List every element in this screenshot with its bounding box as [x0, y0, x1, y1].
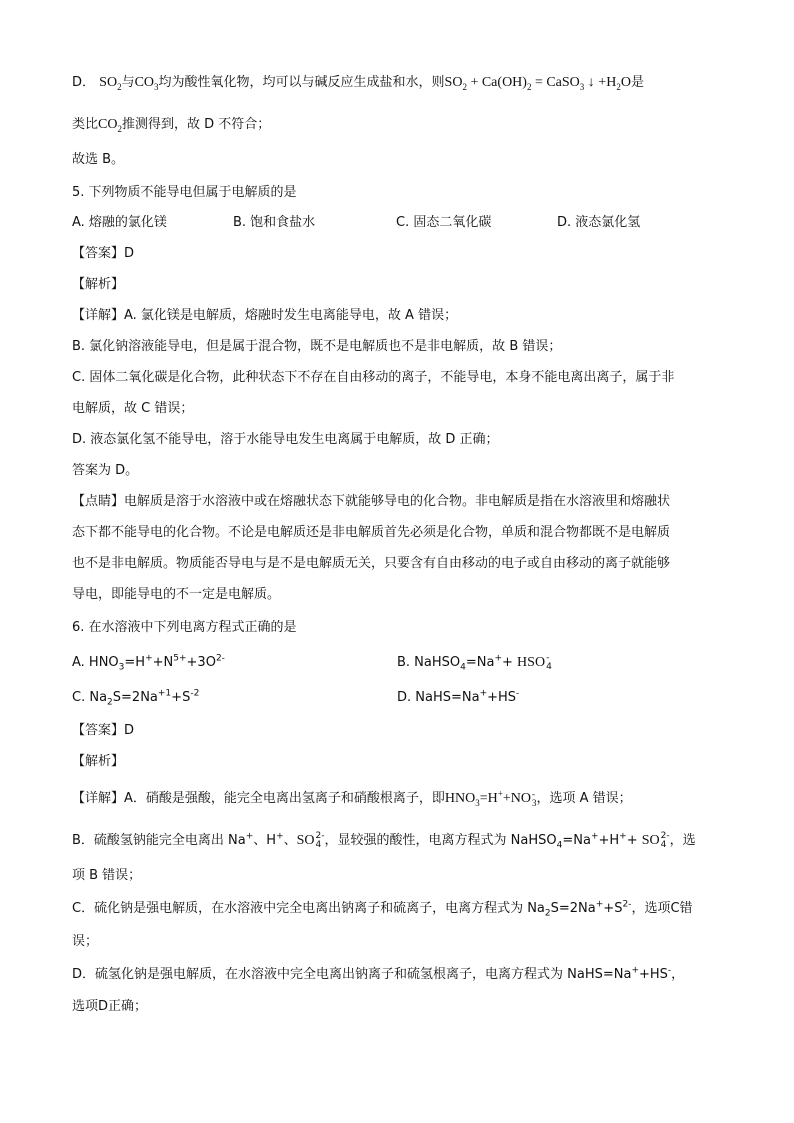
q5-stem: 5. 下列物质不能导电但属于电解质的是: [72, 185, 297, 200]
q6-stem: 6. 在水溶液中下列电离方程式正确的是: [72, 620, 297, 635]
q5-option-c: C. 固态二氧化碳: [396, 215, 492, 230]
q5-detail-line: 答案为 D。: [72, 463, 139, 478]
q6-option-c: C. $Na_2S=2Na^{+1}+S^{-2}$: [72, 688, 200, 708]
q5-note-line: 态下都不能导电的化合物。不论是电解质还是非电解质首先必须是化合物，单质和混合物都既不是电解质: [72, 525, 671, 540]
q6-answer: 【答案】D: [72, 723, 135, 738]
option-prefix: D．: [72, 75, 96, 90]
formula-so2: $SO_2$: [99, 75, 122, 92]
formula-co3: $CO_3$: [134, 75, 159, 92]
q5-note-line: 导电，即能导电的不一定是电解质。: [72, 587, 281, 602]
q5-detail-line: C. 固体二氧化碳是化合物，此种状态下不存在自由移动的离子，不能导电，本身不能电离出离子，属于非: [72, 370, 675, 385]
q5-note-line: 也不是非电解质。物质能否导电与是不是电解质无关，只要含有自由移动的电子或自由移动的离子就能够: [72, 556, 671, 571]
prev-conclusion: 故选 B。: [72, 152, 125, 167]
q6-option-a: A. $HNO_3=H^++N^{5+}+3O^{2-}$: [72, 653, 225, 673]
q6-option-d: D. NaHS=Na++HS-: [397, 688, 520, 705]
q5-analysis-label: 【解析】: [72, 277, 125, 292]
q5-detail-line: 电解质，故 C 错误；: [72, 401, 194, 416]
q6-option-b: B. NaHSO$_4$=Na++ HSO - 4: [397, 652, 552, 673]
q6-detail-b2: 项 B 错误；: [72, 868, 142, 883]
q6-detail-a: 【详解】A．硝酸是强酸，能完全电离出氢离子和硝酸根离子，即$HNO_3=H^++NO$ - 3 ，选项 A 错误；: [72, 788, 632, 808]
q6-detail-b: B．硫酸氢钠能完全电离出 Na+、H+、SO 2- 4 ，显较强的酸性，电离方程式为 NaHSO$_4$=Na++H++ SO 2- 4 ，选: [72, 830, 696, 851]
q5-detail-line: B. 氯化钠溶液能导电，但是属于混合物，既不是电解质也不是非电解质，故 B 错误；: [72, 339, 562, 354]
q6-detail-d2: 选项D正确；: [72, 999, 148, 1014]
q5-answer: 【答案】D: [72, 246, 135, 261]
q5-option-d: D. 液态氯化氢: [557, 215, 641, 230]
prev-option-d-line: D． $SO_2$与$CO_3$均为酸性氧化物，均可以与碱反应生成盐和水，则$SO_2 + Ca(OH)_2$ = CaSO$_3$ ↓ $+H_2O$是: [72, 75, 644, 92]
q5-note-line: 【点睛】电解质是溶于水溶液中或在熔融状态下就能够导电的化合物。非电解质是指在水溶液里和熔融状: [72, 494, 671, 509]
q5-detail-line: 【详解】A. 氯化镁是电解质，熔融时发生电离能导电，故 A 错误；: [72, 308, 458, 323]
q6-detail-c: C．硫化钠是强电解质，在水溶液中完全电离出钠离子和硫离子，电离方程式为 $Na_2S=2Na^++S^{2-}$，选项C错: [72, 899, 693, 919]
q5-detail-line: D. 液态氯化氢不能导电，溶于水能导电发生电离属于电解质，故 D 正确；: [72, 432, 499, 447]
q5-option-a: A. 熔融的氯化镁: [72, 215, 167, 230]
formula-co2: $CO_2$: [98, 117, 122, 134]
q5-option-b: B. 饱和食盐水: [233, 215, 316, 230]
q6-detail-c2: 误；: [72, 934, 99, 949]
prev-option-d-line2: 类比$CO_2$推测得到，故 D 不符合；: [72, 117, 271, 134]
q6-analysis-label: 【解析】: [72, 754, 125, 769]
q6-detail-d: D．硫氢化钠是强电解质，在水溶液中完全电离出钠离子和硫氢根离子，电离方程式为 NaHS=Na++HS-，: [72, 965, 685, 982]
equation-so2-caoh2: $SO_2 + Ca(OH)_2$ = CaSO$_3$ ↓ $+H_2O$: [444, 75, 631, 92]
